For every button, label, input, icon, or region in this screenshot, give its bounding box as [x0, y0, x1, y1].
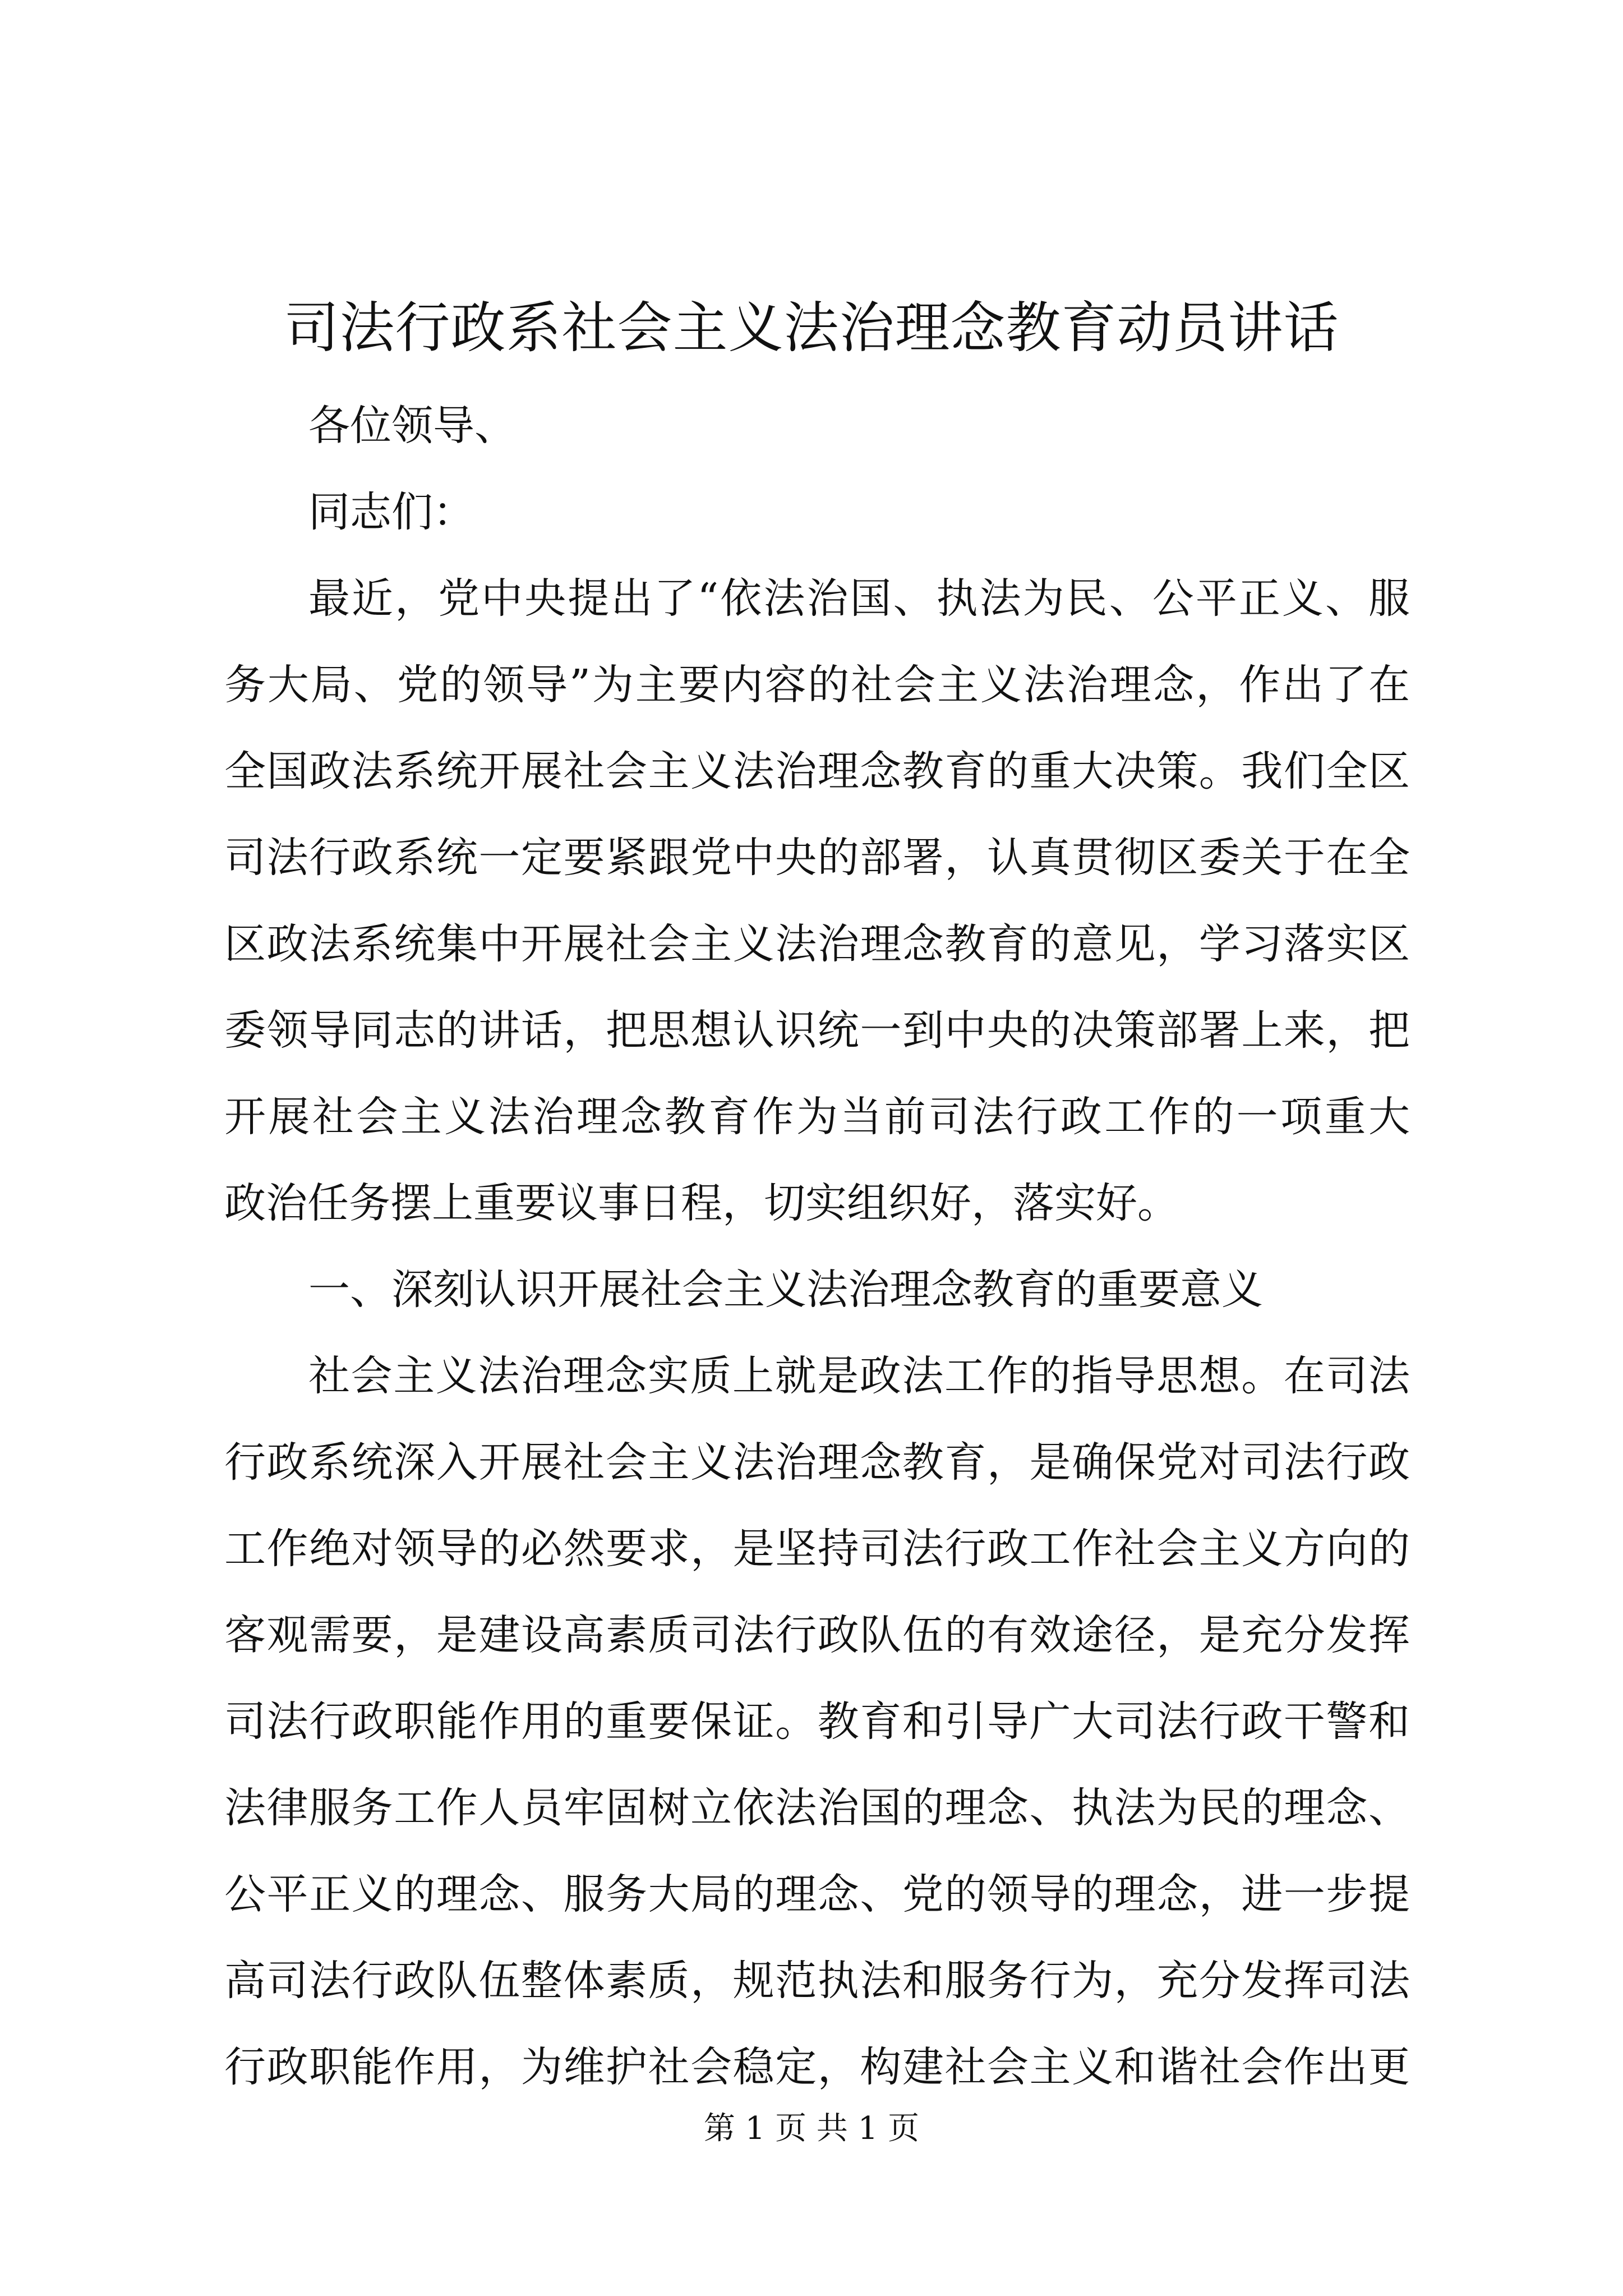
page-footer: 第 1 页 共 1 页: [703, 2110, 920, 2147]
body-line: 政治任务摆上重要议事日程，切实组织好，落实好。: [224, 1179, 1179, 1227]
body-line: 最近，党中央提出了“依法治国、执法为民、公平正义、服: [308, 574, 1410, 623]
body-line: 务大局、党的领导”为主要内容的社会主义法治理念，作出了在: [224, 661, 1410, 709]
body-line: 行政系统深入开展社会主义法治理念教育，是确保党对司法行政: [224, 1438, 1410, 1487]
body-line: 委领导同志的讲话，把思想认识统一到中央的决策部署上来，把: [224, 1006, 1410, 1055]
body-line: 同志们：: [308, 488, 474, 536]
body-line: 一、深刻认识开展社会主义法治理念教育的重要意义: [308, 1266, 1263, 1314]
body-line: 客观需要，是建设高素质司法行政队伍的有效途径，是充分发挥: [224, 1611, 1410, 1659]
body-line: 行政职能作用，为维护社会稳定，构建社会主义和谐社会作出更: [224, 2043, 1410, 2091]
body-line: 各位领导、: [308, 402, 516, 450]
body-line: 高司法行政队伍整体素质，规范执法和服务行为，充分发挥司法: [224, 1957, 1410, 2005]
document-title: 司法行政系社会主义法治理念教育动员讲话: [284, 296, 1339, 360]
body-line: 全国政法系统开展社会主义法治理念教育的重大决策。我们全区: [224, 747, 1410, 795]
body-line: 司法行政职能作用的重要保证。教育和引导广大司法行政干警和: [224, 1697, 1410, 1746]
body-line: 区政法系统集中开展社会主义法治理念教育的意见，学习落实区: [224, 920, 1410, 968]
body-line: 工作绝对领导的必然要求，是坚持司法行政工作社会主义方向的: [224, 1525, 1410, 1573]
body-line: 开展社会主义法治理念教育作为当前司法行政工作的一项重大: [224, 1093, 1410, 1141]
body-line: 社会主义法治理念实质上就是政法工作的指导思想。在司法: [308, 1352, 1410, 1400]
body-line: 法律服务工作人员牢固树立依法治国的理念、执法为民的理念、: [224, 1784, 1410, 1832]
body-line: 司法行政系统一定要紧跟党中央的部署，认真贯彻区委关于在全: [224, 834, 1410, 882]
body-line: 公平正义的理念、服务大局的理念、党的领导的理念，进一步提: [224, 1870, 1410, 1918]
document-body: [224, 383, 1410, 2110]
